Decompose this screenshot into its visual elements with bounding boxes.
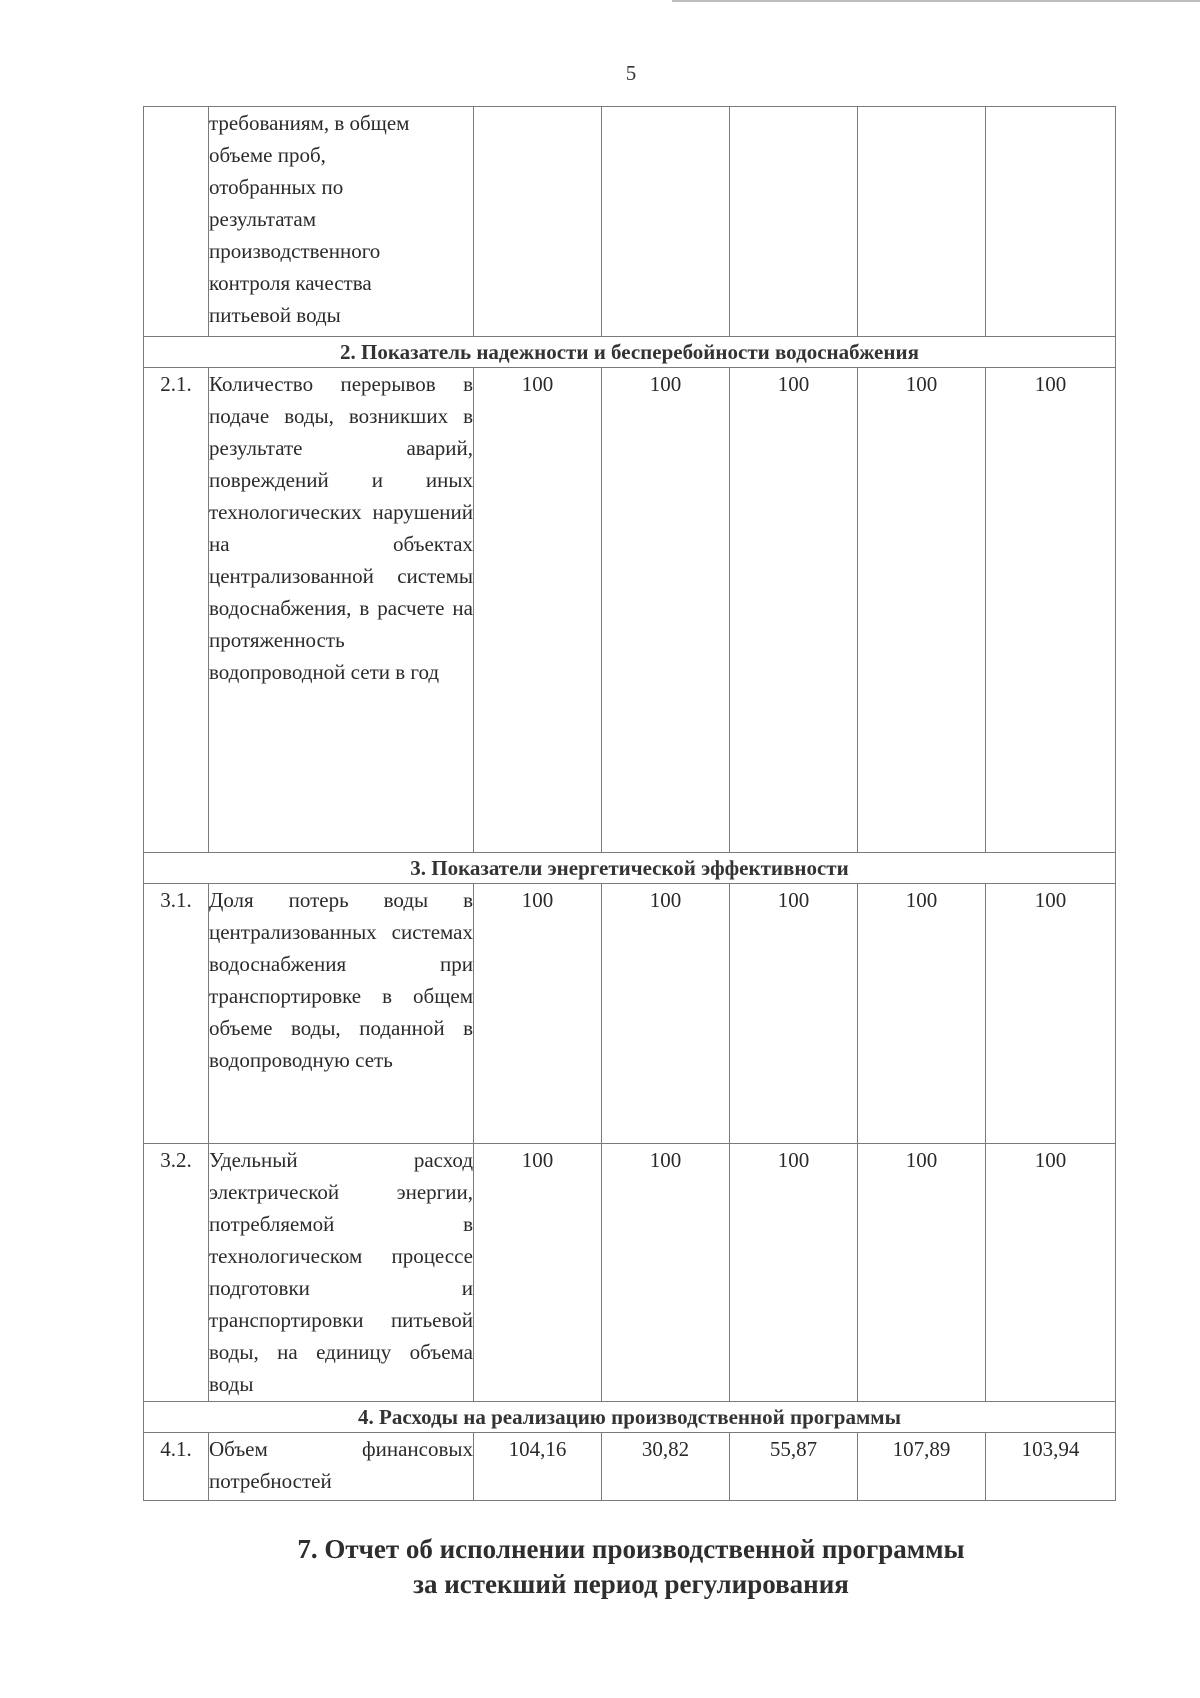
value-cell: 100 <box>730 1144 858 1402</box>
value-cell: 100 <box>730 884 858 1144</box>
section-header-row <box>144 853 1116 884</box>
page-number: 5 <box>625 61 637 85</box>
value-cell: 100 <box>858 884 986 1144</box>
value-cell: 100 <box>602 884 730 1144</box>
indicator-name-line: отобранных по <box>209 175 344 199</box>
section-heading <box>0 1532 1200 1602</box>
value-cell <box>602 107 730 337</box>
value-cell: 100 <box>858 368 986 853</box>
indicator-name-line: производственного <box>209 239 381 263</box>
indicator-name-cell <box>209 368 474 853</box>
value-cell <box>858 107 986 337</box>
indicator-name-line: объеме проб, <box>209 143 326 167</box>
indicator-name-line: контроля качества <box>209 271 372 295</box>
row-number: 3.1. <box>144 884 209 1144</box>
value-cell: 100 <box>986 1144 1116 1402</box>
section-title: 2. Показатель надежности и бесперебойности водоснабжения <box>144 337 1116 368</box>
indicators-table <box>143 106 1116 1501</box>
indicator-name-cell <box>209 1144 474 1402</box>
value-cell <box>986 107 1116 337</box>
row-number: 4.1. <box>144 1433 209 1501</box>
section-header-row <box>144 1402 1116 1433</box>
row-number: 2.1. <box>144 368 209 853</box>
indicator-name-line: требованиям, в общем <box>209 111 410 135</box>
row-number: 3.2. <box>144 1144 209 1402</box>
section-header-row <box>144 337 1116 368</box>
indicator-name: Количество перерывов в подаче воды, возникших в результате аварий, повреждений и иных технологических нарушений на объектах централизованной системы водоснабжения, в расчете на протяженность водопроводной сети в год <box>209 372 473 684</box>
value-cell: 55,87 <box>730 1433 858 1501</box>
indicator-name-line: питьевой воды <box>209 303 341 327</box>
section-heading-line-2: за истекший период регулирования <box>413 1569 849 1599</box>
value-cell: 100 <box>474 884 602 1144</box>
section-title: 4. Расходы на реализацию производственной программы <box>144 1402 1116 1433</box>
table-row <box>144 884 1116 1144</box>
indicator-name-cell <box>209 107 474 337</box>
section-heading-line-1: 7. Отчет об исполнении производственной программы <box>297 1534 965 1564</box>
value-cell: 100 <box>986 368 1116 853</box>
table-row <box>144 1433 1116 1501</box>
section-title: 3. Показатели энергетической эффективности <box>144 853 1116 884</box>
value-cell: 100 <box>602 368 730 853</box>
value-cell: 100 <box>474 1144 602 1402</box>
indicator-name: Объем финансовых потребностей <box>209 1437 473 1493</box>
value-cell: 100 <box>730 368 858 853</box>
indicator-name: Доля потерь воды в централизованных системах водоснабжения при транспортировке в общем объеме воды, поданной в водопроводную сеть <box>209 888 473 1072</box>
value-cell <box>474 107 602 337</box>
indicator-name-cell <box>209 1433 474 1501</box>
top-edge-rule <box>672 0 1200 2</box>
table-row <box>144 1144 1116 1402</box>
table-row-continuation <box>144 107 1116 337</box>
value-cell: 100 <box>858 1144 986 1402</box>
indicator-name-line: результатам <box>209 207 317 231</box>
value-cell: 107,89 <box>858 1433 986 1501</box>
value-cell: 100 <box>986 884 1116 1144</box>
value-cell: 30,82 <box>602 1433 730 1501</box>
value-cell: 104,16 <box>474 1433 602 1501</box>
table-row <box>144 368 1116 853</box>
value-cell: 100 <box>474 368 602 853</box>
value-cell: 100 <box>602 1144 730 1402</box>
value-cell: 103,94 <box>986 1433 1116 1501</box>
indicator-name-cell <box>209 884 474 1144</box>
value-cell <box>730 107 858 337</box>
row-number-cell <box>144 107 209 337</box>
indicator-name: Удельный расход электрической энергии, потребляемой в технологическом процессе подготовки и транспортировки питьевой воды, на единицу объема воды <box>209 1148 473 1396</box>
